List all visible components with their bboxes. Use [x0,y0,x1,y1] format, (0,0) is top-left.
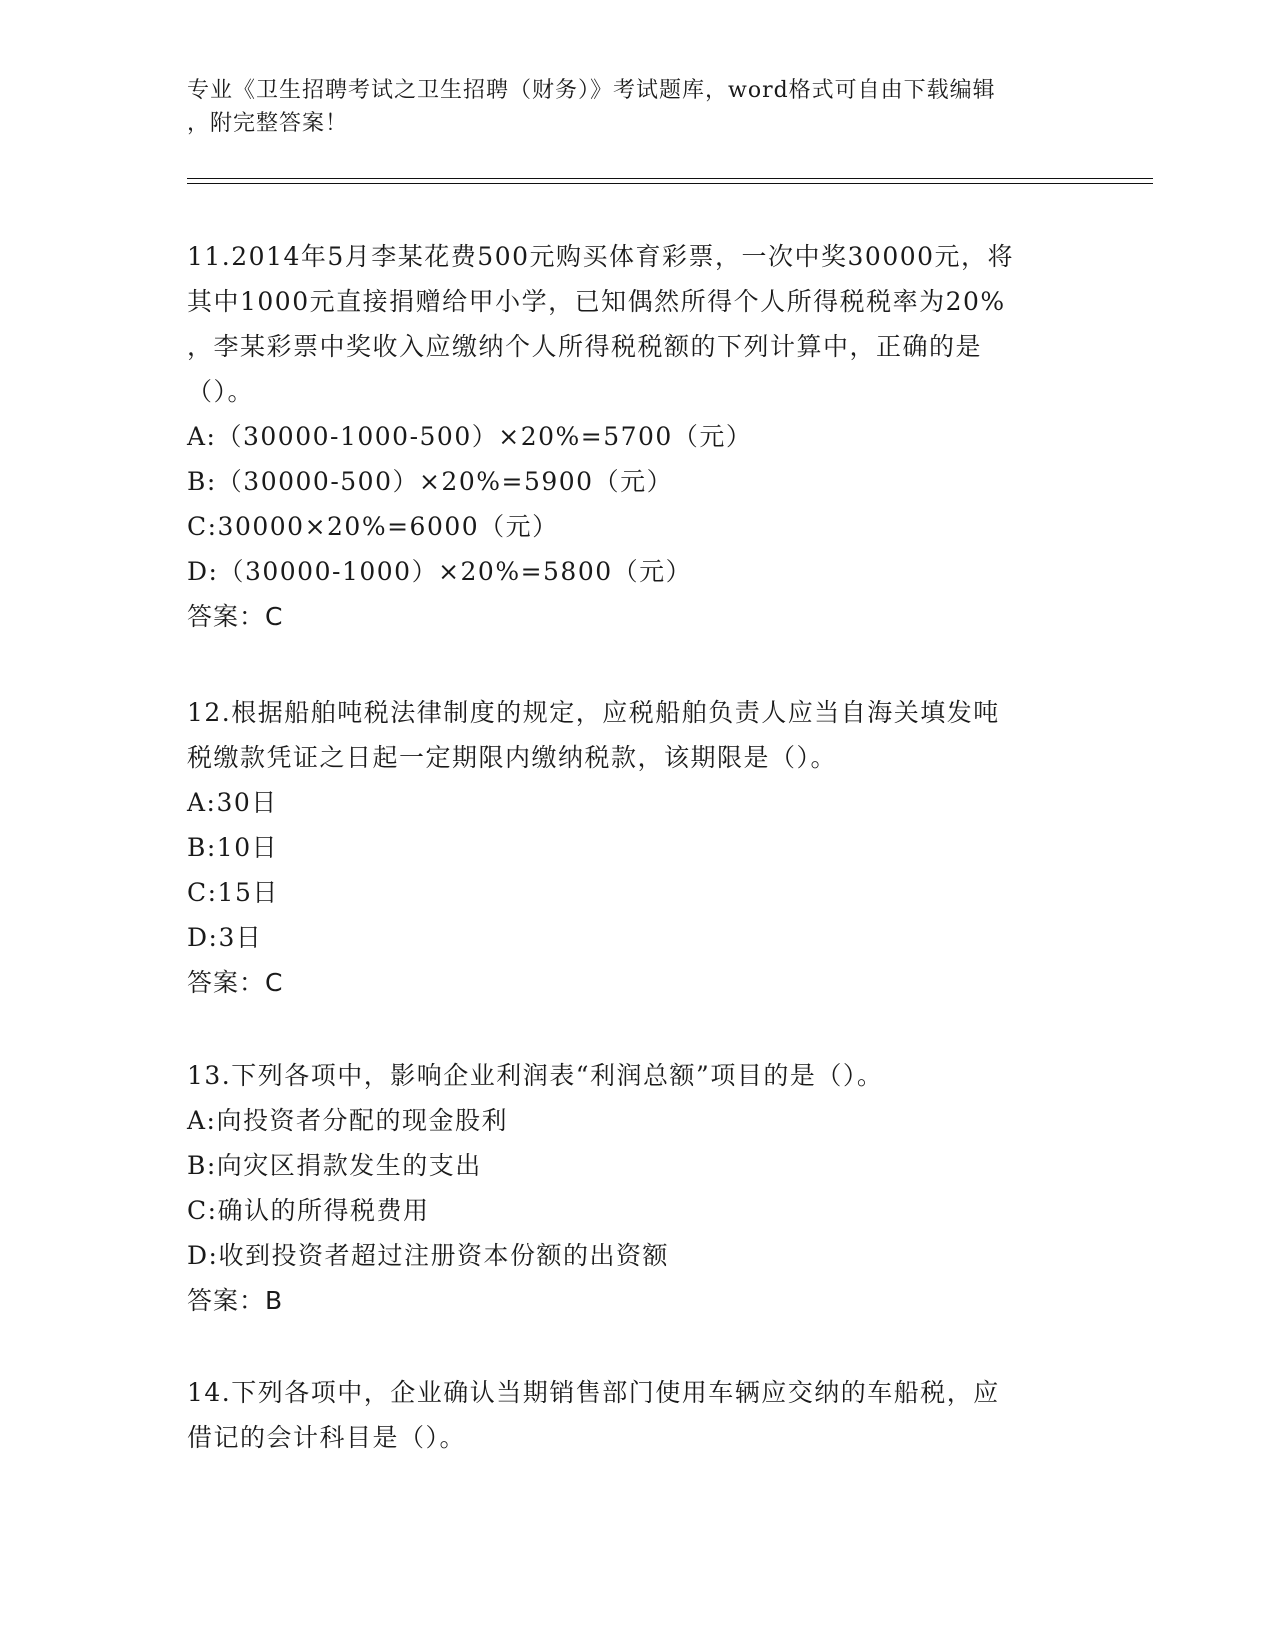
option-d: D:（30000-1000）×20%=5800（元） [187,557,693,586]
question-11 [187,234,1092,639]
option-d: D:3日 [187,923,263,952]
option-a: A:30日 [187,788,278,817]
question-12 [187,690,1092,1005]
question-stem-line: 11.2014年5月李某花费500元购买体育彩票，一次中奖30000元，将 [187,242,1015,271]
answer-line: 答案：C [187,968,284,997]
option-a: A:向投资者分配的现金股利 [187,1106,508,1135]
header-divider-bottom [187,183,1153,184]
option-a: A:（30000-1000-500）×20%=5700（元） [187,422,753,451]
header-divider-top [187,178,1153,179]
option-c: C:30000×20%=6000（元） [187,512,559,541]
question-14 [187,1370,1092,1460]
answer-line: 答案：C [187,602,284,631]
option-c: C:15日 [187,878,279,907]
question-stem-line: 14.下列各项中，企业确认当期销售部门使用车辆应交纳的车船税，应 [187,1378,1000,1407]
option-c: C:确认的所得税费用 [187,1196,430,1225]
question-stem-line: （）。 [187,377,255,406]
option-d: D:收到投资者超过注册资本份额的出资额 [187,1241,669,1270]
question-stem-line: 税缴款凭证之日起一定期限内缴纳税款，该期限是（）。 [187,743,838,772]
document-header [187,74,1087,140]
question-stem-line: 其中1000元直接捐赠给甲小学，已知偶然所得个人所得税税率为20% [187,287,1006,316]
option-b: B:向灾区捐款发生的支出 [187,1151,482,1180]
option-b: B:10日 [187,833,279,862]
question-stem-line: 借记的会计科目是（）。 [187,1423,467,1452]
header-line-2: ，附完整答案！ [187,111,349,136]
header-line-1: 专业《卫生招聘考试之卫生招聘（财务）》考试题库，word格式可自由下载编辑 [187,78,996,103]
question-stem-line: ，李某彩票中奖收入应缴纳个人所得税税额的下列计算中，正确的是 [187,332,983,361]
question-13 [187,1053,1092,1323]
option-b: B:（30000-500）×20%=5900（元） [187,467,674,496]
question-stem-line: 13.下列各项中，影响企业利润表“利润总额”项目的是（）。 [187,1061,884,1090]
question-stem-line: 12.根据船舶吨税法律制度的规定，应税船舶负责人应当自海关填发吨 [187,698,1000,727]
answer-line: 答案：B [187,1286,284,1315]
